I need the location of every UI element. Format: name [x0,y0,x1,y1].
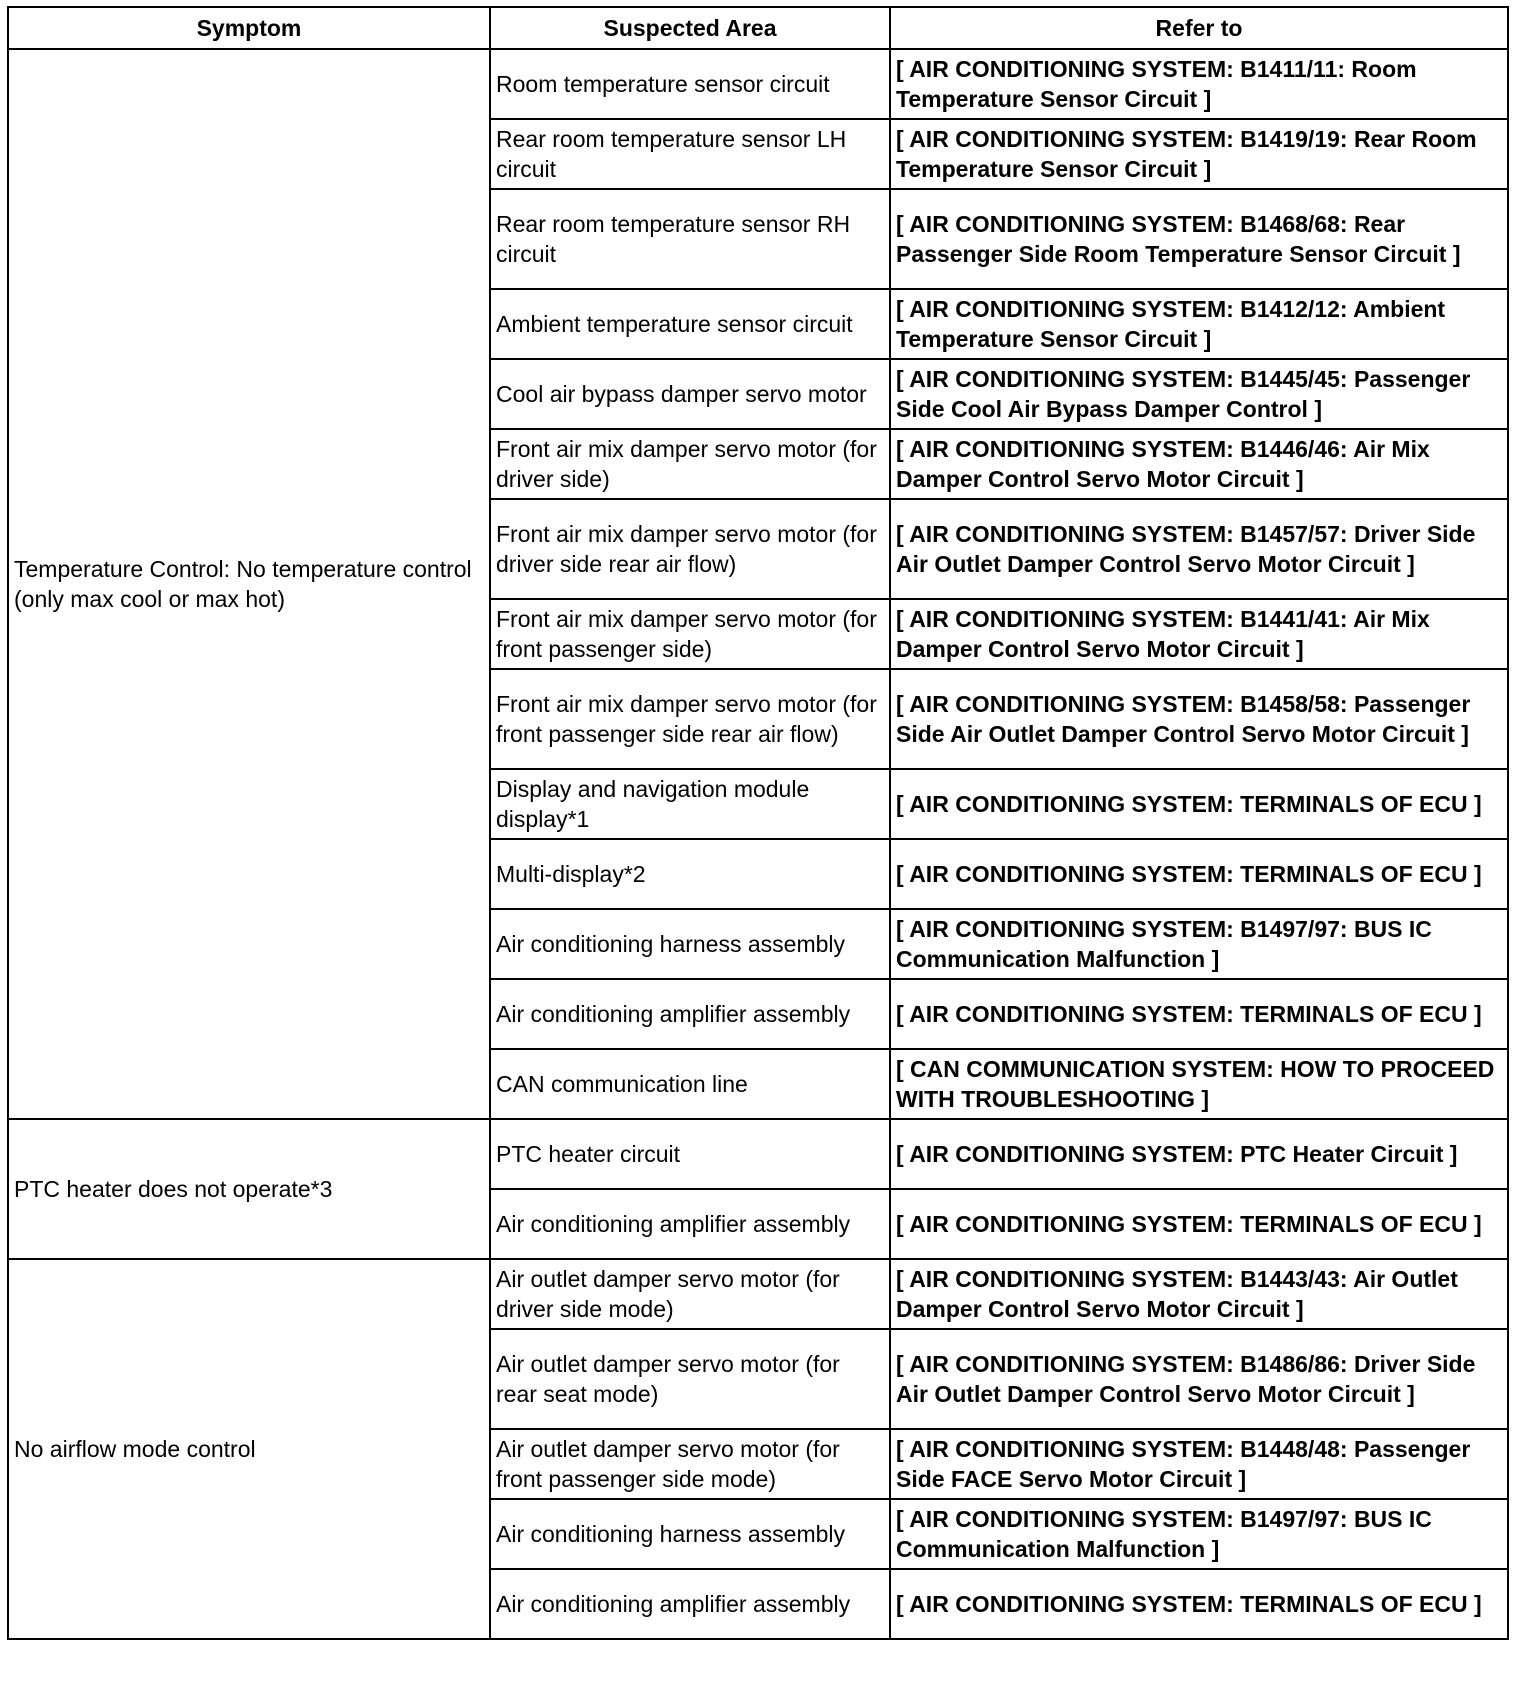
suspected-area-cell: Front air mix damper servo motor (for driver side) [490,429,890,499]
refer-to-link[interactable]: [ AIR CONDITIONING SYSTEM: B1445/45: Passenger Side Cool Air Bypass Damper Control ] [890,359,1508,429]
refer-to-link[interactable]: [ AIR CONDITIONING SYSTEM: B1411/11: Room Temperature Sensor Circuit ] [890,49,1508,119]
troubleshooting-table [7,6,1509,1640]
refer-to-link[interactable]: [ AIR CONDITIONING SYSTEM: TERMINALS OF ECU ] [890,769,1508,839]
refer-to-link[interactable]: [ AIR CONDITIONING SYSTEM: TERMINALS OF ECU ] [890,1569,1508,1639]
suspected-area-cell: Rear room temperature sensor RH circuit [490,189,890,289]
suspected-area-cell: Room temperature sensor circuit [490,49,890,119]
refer-to-link[interactable]: [ AIR CONDITIONING SYSTEM: TERMINALS OF ECU ] [890,839,1508,909]
refer-to-link[interactable]: [ AIR CONDITIONING SYSTEM: B1468/68: Rear Passenger Side Room Temperature Sensor Circuit ] [890,189,1508,289]
header-suspected-area: Suspected Area [490,7,890,49]
table-header-row [8,7,1508,49]
suspected-area-cell: Front air mix damper servo motor (for front passenger side rear air flow) [490,669,890,769]
refer-to-link[interactable]: [ AIR CONDITIONING SYSTEM: TERMINALS OF ECU ] [890,979,1508,1049]
suspected-area-cell: Air conditioning amplifier assembly [490,1569,890,1639]
suspected-area-cell: Air conditioning harness assembly [490,1499,890,1569]
suspected-area-cell: Air conditioning harness assembly [490,909,890,979]
suspected-area-cell: Display and navigation module display*1 [490,769,890,839]
refer-to-link[interactable]: [ AIR CONDITIONING SYSTEM: B1448/48: Passenger Side FACE Servo Motor Circuit ] [890,1429,1508,1499]
symptom-cell: Temperature Control: No temperature control (only max cool or max hot) [8,49,490,1119]
refer-to-link[interactable]: [ CAN COMMUNICATION SYSTEM: HOW TO PROCEED WITH TROUBLESHOOTING ] [890,1049,1508,1119]
refer-to-link[interactable]: [ AIR CONDITIONING SYSTEM: B1419/19: Rear Room Temperature Sensor Circuit ] [890,119,1508,189]
refer-to-link[interactable]: [ AIR CONDITIONING SYSTEM: B1458/58: Passenger Side Air Outlet Damper Control Servo Motor Circuit ] [890,669,1508,769]
suspected-area-cell: Air conditioning amplifier assembly [490,979,890,1049]
suspected-area-cell: Air outlet damper servo motor (for driver side mode) [490,1259,890,1329]
refer-to-link[interactable]: [ AIR CONDITIONING SYSTEM: B1443/43: Air Outlet Damper Control Servo Motor Circuit ] [890,1259,1508,1329]
suspected-area-cell: Front air mix damper servo motor (for driver side rear air flow) [490,499,890,599]
suspected-area-cell: PTC heater circuit [490,1119,890,1189]
header-symptom: Symptom [8,7,490,49]
suspected-area-cell: Air outlet damper servo motor (for rear seat mode) [490,1329,890,1429]
refer-to-link[interactable]: [ AIR CONDITIONING SYSTEM: B1457/57: Driver Side Air Outlet Damper Control Servo Motor Circuit ] [890,499,1508,599]
suspected-area-cell: Air outlet damper servo motor (for front passenger side mode) [490,1429,890,1499]
table-row [8,1259,1508,1329]
suspected-area-cell: Rear room temperature sensor LH circuit [490,119,890,189]
suspected-area-cell: Front air mix damper servo motor (for front passenger side) [490,599,890,669]
refer-to-link[interactable]: [ AIR CONDITIONING SYSTEM: B1497/97: BUS IC Communication Malfunction ] [890,1499,1508,1569]
header-refer-to: Refer to [890,7,1508,49]
suspected-area-cell: Ambient temperature sensor circuit [490,289,890,359]
refer-to-link[interactable]: [ AIR CONDITIONING SYSTEM: TERMINALS OF ECU ] [890,1189,1508,1259]
symptom-cell: No airflow mode control [8,1259,490,1639]
symptom-cell: PTC heater does not operate*3 [8,1119,490,1259]
suspected-area-cell: CAN communication line [490,1049,890,1119]
refer-to-link[interactable]: [ AIR CONDITIONING SYSTEM: B1497/97: BUS IC Communication Malfunction ] [890,909,1508,979]
suspected-area-cell: Air conditioning amplifier assembly [490,1189,890,1259]
table-row [8,1119,1508,1189]
refer-to-link[interactable]: [ AIR CONDITIONING SYSTEM: PTC Heater Circuit ] [890,1119,1508,1189]
refer-to-link[interactable]: [ AIR CONDITIONING SYSTEM: B1441/41: Air Mix Damper Control Servo Motor Circuit ] [890,599,1508,669]
refer-to-link[interactable]: [ AIR CONDITIONING SYSTEM: B1446/46: Air Mix Damper Control Servo Motor Circuit ] [890,429,1508,499]
table-row [8,49,1508,119]
suspected-area-cell: Cool air bypass damper servo motor [490,359,890,429]
refer-to-link[interactable]: [ AIR CONDITIONING SYSTEM: B1412/12: Ambient Temperature Sensor Circuit ] [890,289,1508,359]
refer-to-link[interactable]: [ AIR CONDITIONING SYSTEM: B1486/86: Driver Side Air Outlet Damper Control Servo Motor Circuit ] [890,1329,1508,1429]
suspected-area-cell: Multi-display*2 [490,839,890,909]
